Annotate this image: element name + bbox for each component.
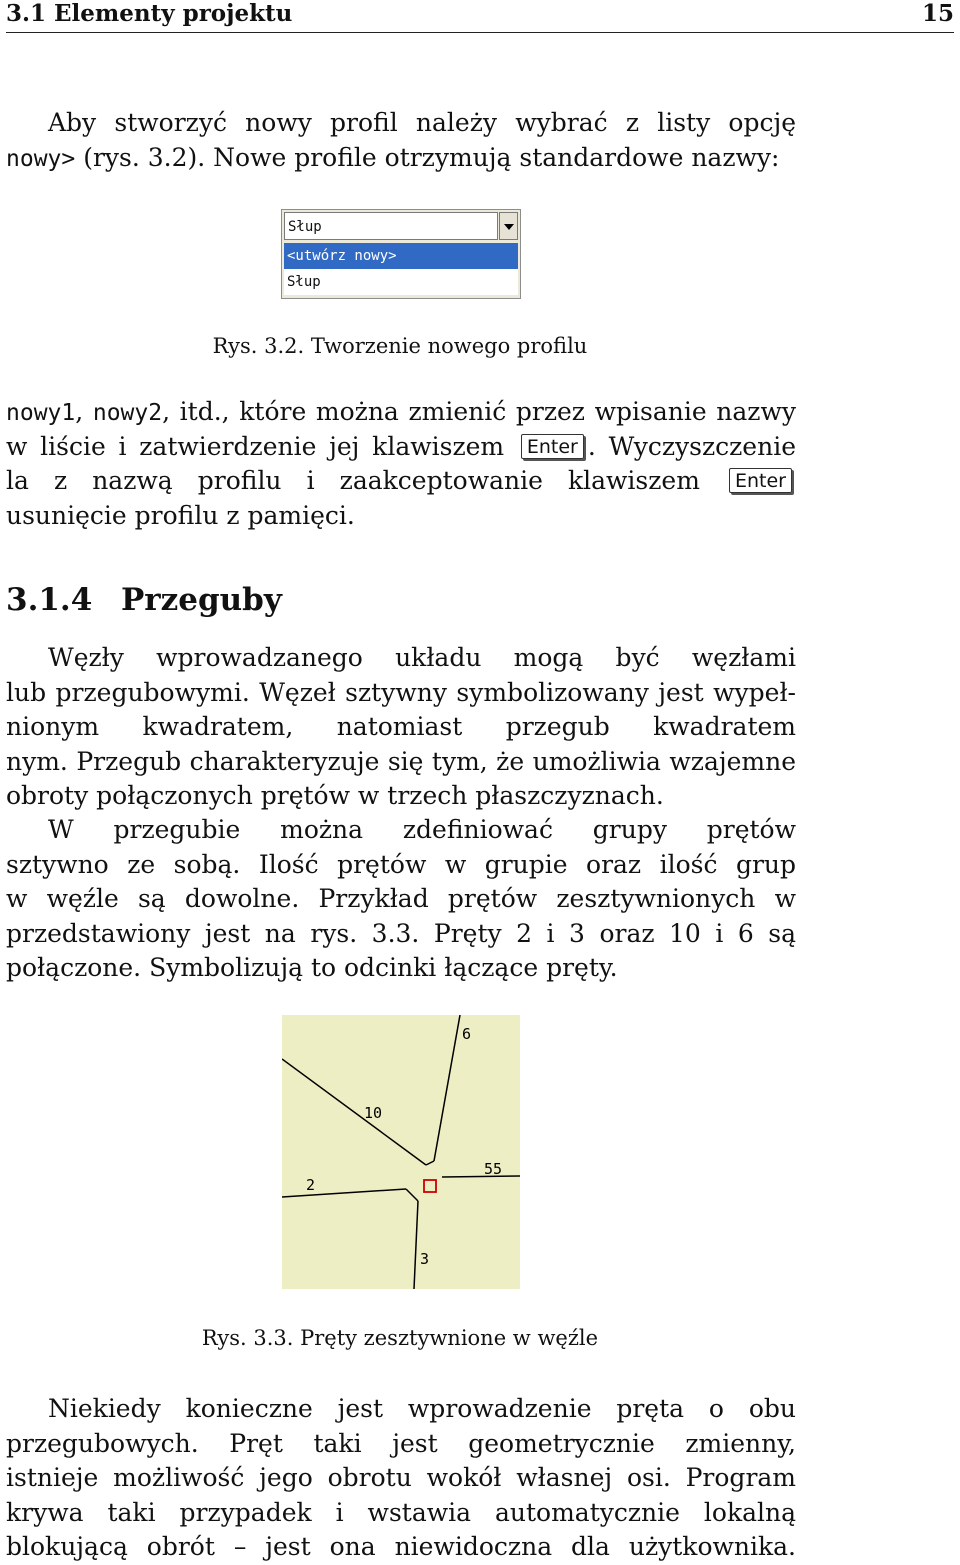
names-line-3 bbox=[6, 464, 796, 499]
figure-3-2-caption: Rys. 3.2. Tworzenie nowego profilu bbox=[212, 334, 588, 358]
figure-3-3-caption: Rys. 3.3. Pręty zesztywnione w węźle bbox=[201, 1326, 599, 1350]
intro-line-1 bbox=[6, 106, 796, 141]
intro-paragraph bbox=[6, 106, 796, 176]
figure-background bbox=[282, 1015, 520, 1289]
body-line: blokującą obrót – jest ona niewidoczna dla użytkownika. bbox=[6, 1532, 796, 1561]
hinges-paragraph-2 bbox=[6, 813, 796, 986]
page-number: 15 bbox=[921, 0, 954, 27]
intro-text: Aby stworzyć nowy profil należy wybrać z listy opcję bbox=[48, 108, 796, 137]
separator: , bbox=[75, 397, 93, 426]
body-line: nionym kwadratem, natomiast przegub kwadratem bbox=[6, 712, 796, 741]
names-line-2 bbox=[6, 430, 796, 465]
code-nowy2: nowy2 bbox=[92, 400, 163, 426]
running-head bbox=[6, 0, 954, 33]
enter-key-icon: Enter bbox=[521, 434, 584, 459]
profile-select-field[interactable]: Słup bbox=[284, 212, 498, 240]
bar-label-6: 6 bbox=[462, 1025, 472, 1043]
intro-text-2: (rys. 3.2). Nowe profile otrzymują standardowe nazwy: bbox=[75, 142, 780, 172]
body-line: przedstawiony jest na rys. 3.3. Pręty 2 i 3 oraz 10 i 6 są bbox=[6, 918, 796, 948]
hinges-paragraph-3 bbox=[6, 1392, 796, 1565]
bar-label-10: 10 bbox=[364, 1104, 383, 1122]
names-line-1 bbox=[6, 395, 796, 430]
code-nowy1: nowy1 bbox=[6, 400, 76, 426]
bar-55 bbox=[442, 1176, 520, 1177]
dropdown-option-slup[interactable]: Słup bbox=[287, 274, 321, 290]
rigid-bars-joint-figure bbox=[282, 1015, 520, 1289]
body-line: lub przegubowymi. Węzeł sztywny symbolizowany jest wypeł- bbox=[6, 677, 796, 707]
dropdown-list bbox=[284, 243, 518, 295]
body-line: w węźle są dowolne. Przykład prętów zesztywnionych w bbox=[6, 884, 796, 913]
dropdown-option-create-new[interactable]: <utwórz nowy> bbox=[284, 243, 518, 269]
body-line: nym. Przegub charakteryzuje się tym, że umożliwia wzajemne bbox=[6, 746, 796, 776]
section-heading bbox=[6, 582, 282, 618]
profile-dropdown-figure bbox=[281, 209, 521, 299]
names-line-4: usunięcie profilu z pamięci. bbox=[6, 500, 355, 530]
body-line: przegubowych. Pręt taki jest geometrycznie zmienny, bbox=[6, 1428, 796, 1458]
body-line: W przegubie można zdefiniować grupy prętów bbox=[48, 815, 796, 844]
section-title: Przeguby bbox=[121, 582, 282, 618]
names-text-2a: w liście i zatwierdzenie jej klawiszem bbox=[6, 431, 505, 461]
enter-key-icon: Enter bbox=[729, 468, 792, 493]
hinges-paragraph-1 bbox=[6, 641, 796, 814]
body-line: krywa taki przypadek i wstawia automatycznie lokalną bbox=[6, 1497, 796, 1527]
dropdown-arrow-icon[interactable] bbox=[499, 212, 518, 240]
chapter-title: 3.1 Elementy projektu bbox=[6, 0, 293, 27]
section-number: 3.1.4 bbox=[6, 582, 93, 618]
names-text-2b: . Wyczyszczenie bbox=[587, 431, 796, 461]
body-line: połączone. Symbolizują to odcinki łączące pręty. bbox=[6, 953, 618, 982]
names-paragraph bbox=[6, 395, 796, 533]
bar-label-3: 3 bbox=[420, 1250, 430, 1268]
names-text-3a: la z nazwą profilu i zaakceptowanie klawiszem bbox=[6, 466, 700, 495]
bar-label-55: 55 bbox=[484, 1160, 503, 1178]
bar-label-2: 2 bbox=[306, 1176, 316, 1194]
body-line: istnieje możliwość jego obrotu wokół własnej osi. Program bbox=[6, 1463, 796, 1492]
code-new: nowy> bbox=[6, 145, 76, 172]
intro-line-2 bbox=[6, 141, 796, 177]
body-line: obroty połączonych prętów w trzech płaszczyznach. bbox=[6, 781, 664, 810]
body-line: Niekiedy konieczne jest wprowadzenie pręta o obu bbox=[48, 1394, 796, 1423]
names-text-1: , itd., które można zmienić przez wpisanie nazwy bbox=[162, 397, 796, 426]
body-line: Węzły wprowadzanego układu mogą być węzłami bbox=[48, 643, 796, 672]
body-line: sztywno ze sobą. Ilość prętów w grupie oraz ilość grup bbox=[6, 849, 796, 879]
